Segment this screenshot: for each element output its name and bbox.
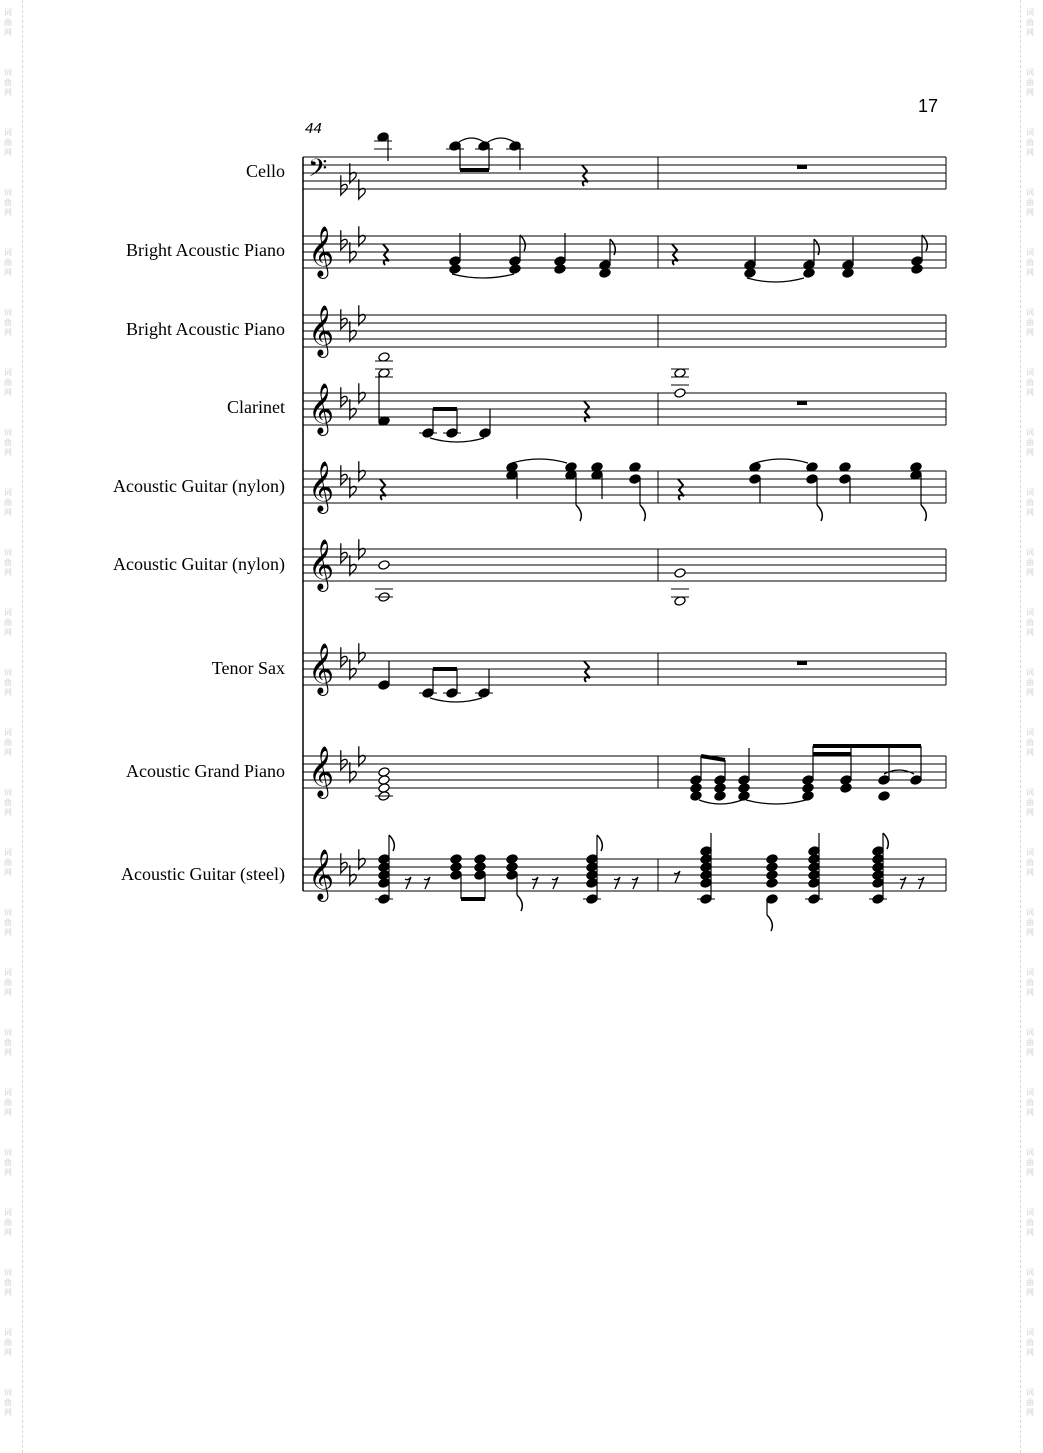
notehead: [674, 568, 686, 579]
flat-icon: [341, 387, 347, 407]
measure-number: 44: [305, 120, 322, 137]
page-number: 17: [918, 96, 939, 116]
label-guitar-nylon-1: Acoustic Guitar (nylon): [113, 476, 285, 496]
watermark-glyph: 曲: [4, 1038, 12, 1047]
watermark-glyph: 曲: [4, 318, 12, 327]
flat-icon: [341, 465, 347, 485]
watermark-glyph: 曲: [4, 558, 12, 567]
watermark-glyph: 网: [4, 1048, 12, 1057]
flat-icon: [341, 175, 347, 195]
notehead: [700, 894, 712, 905]
watermark-glyph: 词: [4, 428, 12, 437]
watermark-glyph: 曲: [4, 1098, 12, 1107]
watermark-glyph: 词: [4, 128, 12, 137]
bass-clef-icon: 𝄢: [308, 154, 328, 189]
label-guitar-steel: Acoustic Guitar (steel): [121, 864, 285, 884]
flat-icon: [341, 230, 347, 250]
watermark-glyph: 网: [4, 988, 12, 997]
watermark-glyph: 曲: [1026, 498, 1034, 507]
label-cello: Cello: [246, 161, 285, 181]
flag: [597, 835, 602, 851]
watermark-glyph: 网: [1026, 988, 1034, 997]
notehead: [509, 141, 521, 152]
watermark-glyph: 网: [4, 268, 12, 277]
watermark-glyph: 曲: [1026, 858, 1034, 867]
watermark-glyph: 词: [1026, 848, 1034, 857]
watermark-glyph: 词: [4, 548, 12, 557]
watermark-glyph: 词: [1026, 8, 1034, 17]
quarter-rest-icon: [380, 479, 386, 500]
watermark-glyph: 网: [4, 88, 12, 97]
quarter-rest-icon: [383, 244, 389, 265]
tie: [755, 459, 808, 463]
watermark-glyph: 曲: [1026, 1098, 1034, 1107]
watermark-glyph: 词: [1026, 128, 1034, 137]
whole-rest-icon: [797, 401, 807, 405]
notehead: [910, 775, 922, 786]
watermark-glyph: 曲: [1026, 798, 1034, 807]
notehead: [766, 878, 778, 889]
notehead: [878, 775, 890, 786]
treble-clef-icon: 𝄞: [308, 849, 335, 900]
notehead: [808, 878, 820, 889]
tie: [512, 459, 567, 463]
watermark-glyph: 词: [4, 1088, 12, 1097]
watermark-glyph: 曲: [4, 678, 12, 687]
notehead: [629, 474, 641, 485]
watermark-glyph: 词: [4, 248, 12, 257]
staff: [303, 383, 946, 436]
watermark-glyph: 曲: [4, 738, 12, 747]
quarter-rest-icon: [584, 401, 590, 422]
notehead: [599, 268, 611, 279]
watermark-glyph: 词: [1026, 1328, 1034, 1337]
watermark-glyph: 曲: [1026, 198, 1034, 207]
notehead: [378, 680, 390, 691]
watermark-glyph: 词: [4, 848, 12, 857]
flag: [883, 833, 888, 849]
notehead: [700, 878, 712, 889]
watermark-glyph: 网: [4, 1108, 12, 1117]
watermark-glyph: 网: [4, 568, 12, 577]
watermark-glyph: 曲: [1026, 78, 1034, 87]
watermark-glyph: 词: [4, 368, 12, 377]
watermark-glyph: 词: [1026, 968, 1034, 977]
watermark-glyph: 网: [4, 1348, 12, 1357]
watermark-glyph: 网: [1026, 508, 1034, 517]
staff: [303, 849, 946, 902]
watermark-glyph: 词: [1026, 1148, 1034, 1157]
label-clarinet: Clarinet: [227, 397, 285, 417]
notehead: [802, 791, 814, 802]
watermark-glyph: 网: [1026, 1228, 1034, 1237]
watermark-glyph: 词: [4, 1388, 12, 1397]
watermark-glyph: 曲: [4, 1218, 12, 1227]
notehead: [872, 894, 884, 905]
watermark-glyph: 词: [1026, 1388, 1034, 1397]
watermark-glyph: 词: [4, 1208, 12, 1217]
watermark-glyph: 网: [1026, 1108, 1034, 1117]
notehead: [378, 878, 390, 889]
tie: [430, 698, 482, 702]
eighth-rest-icon: [674, 871, 680, 883]
watermark-glyph: 网: [1026, 1168, 1034, 1177]
watermark-glyph: 曲: [4, 858, 12, 867]
watermark-glyph: 词: [1026, 68, 1034, 77]
notehead: [554, 264, 566, 275]
watermark-glyph: 曲: [1026, 678, 1034, 687]
watermark-glyph: 曲: [1026, 1338, 1034, 1347]
flag: [610, 239, 615, 255]
watermark-glyph: 曲: [4, 1158, 12, 1167]
watermark-glyph: 词: [4, 668, 12, 677]
watermark-glyph: 词: [4, 728, 12, 737]
watermark-glyph: 词: [4, 308, 12, 317]
watermark-glyph: 曲: [1026, 978, 1034, 987]
flag: [389, 835, 394, 851]
watermark-glyph: 网: [4, 208, 12, 217]
watermark-glyph: 曲: [1026, 1038, 1034, 1047]
notehead: [509, 264, 521, 275]
watermark-glyph: 词: [4, 68, 12, 77]
flat-icon: [341, 750, 347, 770]
watermark-glyph: 网: [1026, 208, 1034, 217]
notehead: [446, 688, 458, 699]
flag: [520, 235, 525, 251]
watermark-glyph: 词: [1026, 788, 1034, 797]
watermark-glyph: 网: [1026, 1288, 1034, 1297]
treble-clef-icon: 𝄞: [308, 539, 335, 590]
notehead: [450, 870, 462, 881]
watermark-glyph: 曲: [1026, 918, 1034, 927]
watermark-glyph: 词: [1026, 188, 1034, 197]
tie: [747, 278, 804, 282]
watermark-glyph: 网: [4, 808, 12, 817]
watermark-glyph: 曲: [4, 798, 12, 807]
watermark-glyph: 网: [1026, 148, 1034, 157]
notehead: [808, 894, 820, 905]
notehead: [803, 268, 815, 279]
treble-clef-icon: 𝄞: [308, 643, 335, 694]
watermark-glyph: 曲: [1026, 378, 1034, 387]
watermark-glyph: 曲: [1026, 1218, 1034, 1227]
tie: [746, 800, 806, 804]
watermark-glyph: 曲: [4, 138, 12, 147]
notehead: [586, 878, 598, 889]
staff: [303, 305, 946, 358]
watermark-glyph: 词: [4, 608, 12, 617]
watermark-glyph: 曲: [1026, 1158, 1034, 1167]
watermark-glyph: 网: [4, 448, 12, 457]
notehead: [839, 474, 851, 485]
watermark-glyph: 曲: [4, 438, 12, 447]
watermark-glyph: 网: [1026, 88, 1034, 97]
label-bright-piano-2: Bright Acoustic Piano: [126, 319, 285, 339]
tie: [488, 138, 514, 142]
watermark-glyph: 网: [1026, 1408, 1034, 1417]
watermark-glyph: 曲: [4, 498, 12, 507]
flag: [640, 505, 645, 521]
watermark-glyph: 词: [4, 788, 12, 797]
flag: [767, 915, 772, 931]
watermark-glyph: 网: [4, 1408, 12, 1417]
watermark-glyph: 词: [1026, 608, 1034, 617]
watermark-glyph: 网: [4, 148, 12, 157]
watermark-glyph: 词: [1026, 1028, 1034, 1037]
notehead: [422, 428, 434, 439]
watermark-glyph: 词: [4, 908, 12, 917]
tie: [452, 274, 514, 278]
flag: [814, 239, 819, 255]
watermark-glyph: 网: [4, 508, 12, 517]
notehead: [872, 878, 884, 889]
notehead: [714, 791, 726, 802]
watermark-glyph: 曲: [4, 258, 12, 267]
watermark-glyph: 网: [4, 868, 12, 877]
notehead: [744, 268, 756, 279]
watermark-glyph: 曲: [1026, 1278, 1034, 1287]
quarter-rest-icon: [678, 479, 684, 500]
watermark-glyph: 网: [1026, 808, 1034, 817]
notehead: [506, 870, 518, 881]
watermark-glyph: 曲: [1026, 738, 1034, 747]
notehead: [690, 791, 702, 802]
watermark-glyph: 曲: [4, 18, 12, 27]
watermark-glyph: 网: [4, 748, 12, 757]
watermark-glyph: 网: [1026, 928, 1034, 937]
flat-icon: [341, 647, 347, 667]
flat-icon: [341, 853, 347, 873]
watermark-glyph: 曲: [1026, 18, 1034, 27]
watermark-glyph: 词: [1026, 1208, 1034, 1217]
watermark-glyph: 网: [1026, 628, 1034, 637]
watermark-glyph: 词: [4, 8, 12, 17]
watermark-glyph: 曲: [4, 378, 12, 387]
notehead: [378, 560, 390, 571]
whole-rest-icon: [797, 661, 807, 665]
quarter-rest-icon: [582, 165, 588, 186]
watermark-glyph: 词: [4, 188, 12, 197]
watermark-glyph: 词: [4, 1268, 12, 1277]
flag: [922, 235, 927, 251]
watermark-glyph: 曲: [4, 198, 12, 207]
watermark-glyph: 词: [1026, 1088, 1034, 1097]
watermark-glyph: 网: [4, 688, 12, 697]
watermark-glyph: 曲: [4, 1338, 12, 1347]
watermark-glyph: 网: [4, 28, 12, 37]
watermark-glyph: 曲: [1026, 618, 1034, 627]
watermark-glyph: 词: [1026, 308, 1034, 317]
flat-icon: [341, 309, 347, 329]
notehead: [842, 268, 854, 279]
notehead: [446, 428, 458, 439]
watermark-glyph: 曲: [1026, 1398, 1034, 1407]
treble-clef-icon: 𝄞: [308, 746, 335, 797]
label-guitar-nylon-2: Acoustic Guitar (nylon): [113, 554, 285, 574]
watermark-glyph: 曲: [1026, 258, 1034, 267]
notehead: [586, 894, 598, 905]
quarter-rest-icon: [584, 661, 590, 682]
watermark-glyph: 词: [4, 488, 12, 497]
watermark-glyph: 曲: [4, 1278, 12, 1287]
notehead: [478, 688, 490, 699]
watermark-glyph: 网: [1026, 688, 1034, 697]
watermark-glyph: 网: [4, 928, 12, 937]
watermark-glyph: 词: [1026, 368, 1034, 377]
flag: [921, 505, 926, 521]
staff: [303, 643, 946, 696]
flag: [817, 505, 822, 521]
watermark-glyph: 词: [4, 1148, 12, 1157]
notehead: [378, 894, 390, 905]
treble-clef-icon: 𝄞: [308, 383, 335, 434]
notehead: [749, 474, 761, 485]
watermark-glyph: 网: [1026, 28, 1034, 37]
watermark-glyph: 词: [4, 1328, 12, 1337]
notehead: [422, 688, 434, 699]
staff: [303, 154, 946, 199]
watermark-glyph: 词: [1026, 728, 1034, 737]
watermark-glyph: 网: [4, 628, 12, 637]
tie: [430, 438, 484, 442]
watermark-glyph: 网: [1026, 568, 1034, 577]
beam: [701, 756, 725, 760]
watermark-glyph: 词: [1026, 908, 1034, 917]
watermark-glyph: 网: [1026, 328, 1034, 337]
watermark-glyph: 网: [1026, 748, 1034, 757]
notehead: [449, 264, 461, 275]
label-tenor-sax: Tenor Sax: [211, 658, 285, 678]
watermark-glyph: 网: [4, 1228, 12, 1237]
flag: [517, 895, 522, 911]
label-bright-piano-1: Bright Acoustic Piano: [126, 240, 285, 260]
watermark-glyph: 曲: [1026, 138, 1034, 147]
watermark-glyph: 词: [1026, 1268, 1034, 1277]
staff: [303, 539, 946, 592]
watermark-glyph: 曲: [4, 918, 12, 927]
watermark-glyph: 网: [1026, 868, 1034, 877]
watermark-glyph: 词: [1026, 548, 1034, 557]
notehead: [766, 894, 778, 905]
notehead: [911, 264, 923, 275]
watermark-glyph: 网: [1026, 388, 1034, 397]
notehead: [479, 428, 491, 439]
flag: [576, 505, 581, 521]
watermark-glyph: 网: [1026, 268, 1034, 277]
treble-clef-icon: 𝄞: [308, 461, 335, 512]
watermark-glyph: 网: [4, 328, 12, 337]
watermark-glyph: 词: [1026, 428, 1034, 437]
watermark-glyph: 词: [1026, 488, 1034, 497]
notehead: [840, 783, 852, 794]
treble-clef-icon: 𝄞: [308, 305, 335, 356]
watermark-glyph: 曲: [1026, 318, 1034, 327]
watermark-glyph: 词: [1026, 668, 1034, 677]
notehead: [806, 474, 818, 485]
watermark-glyph: 词: [4, 1028, 12, 1037]
flat-icon: [341, 543, 347, 563]
notehead: [878, 791, 890, 802]
watermark-glyph: 词: [1026, 248, 1034, 257]
watermark-glyph: 曲: [4, 78, 12, 87]
watermark-glyph: 网: [4, 388, 12, 397]
watermark-glyph: 网: [4, 1288, 12, 1297]
watermark-glyph: 曲: [4, 978, 12, 987]
watermark-glyph: 网: [1026, 1048, 1034, 1057]
whole-rest-icon: [797, 165, 807, 169]
quarter-rest-icon: [672, 244, 678, 265]
treble-clef-icon: 𝄞: [308, 226, 335, 277]
watermark-glyph: 曲: [4, 1398, 12, 1407]
tie: [699, 800, 742, 804]
watermark-glyph: 网: [1026, 448, 1034, 457]
watermark-glyph: 词: [4, 968, 12, 977]
watermark-glyph: 曲: [4, 618, 12, 627]
tie: [459, 138, 484, 142]
notehead: [738, 791, 750, 802]
watermark-glyph: 曲: [1026, 438, 1034, 447]
watermark-glyph: 网: [1026, 1348, 1034, 1357]
watermark-glyph: 网: [4, 1168, 12, 1177]
notehead: [474, 870, 486, 881]
watermark-glyph: 曲: [1026, 558, 1034, 567]
notehead: [674, 388, 686, 399]
label-grand-piano: Acoustic Grand Piano: [126, 761, 285, 781]
